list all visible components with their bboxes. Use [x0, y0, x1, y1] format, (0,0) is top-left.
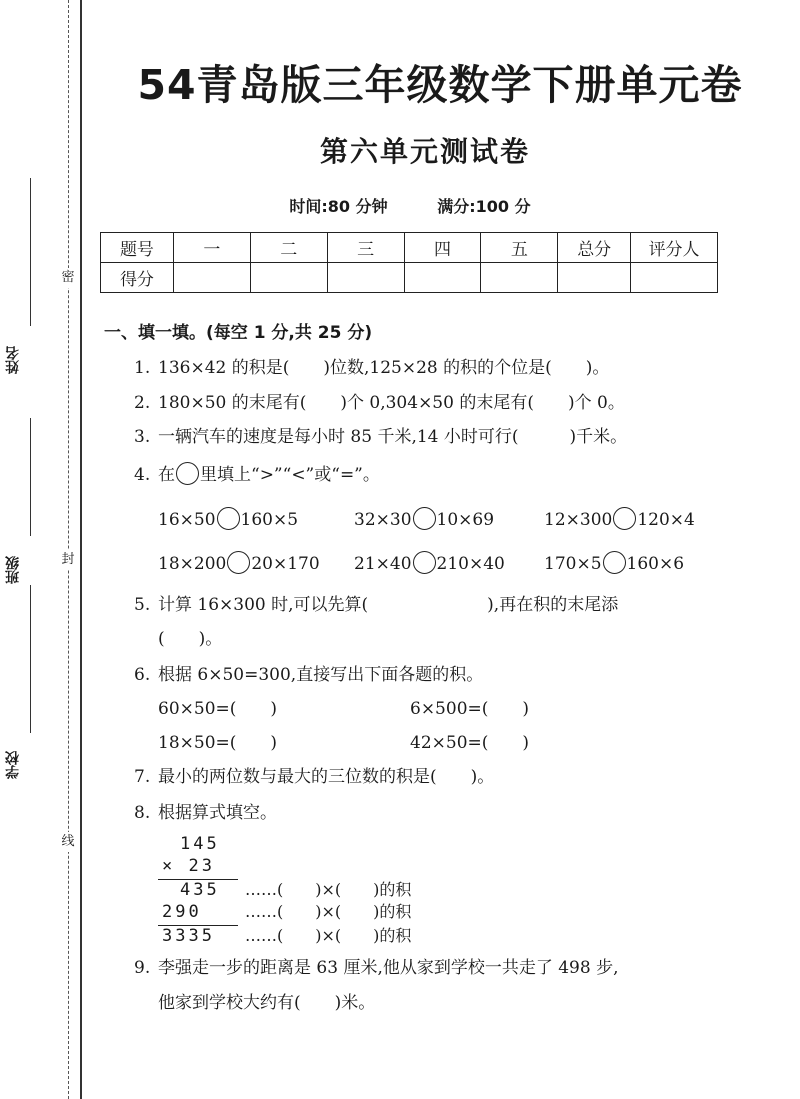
name-label: 姓名	[5, 346, 21, 374]
question-7	[134, 764, 494, 790]
name-write-line	[30, 178, 31, 326]
question-number: 4.	[134, 465, 151, 485]
answer-circle-icon[interactable]	[413, 551, 436, 574]
partial-note-2: ……( )×( )的积	[245, 902, 412, 921]
final-product: 3335	[162, 926, 215, 946]
question-number: 5.	[134, 595, 151, 615]
page-subtitle: 第六单元测试卷	[319, 135, 530, 168]
score-header-cell: 二	[250, 233, 327, 263]
product-item: 18×50=( )	[158, 733, 278, 753]
score-header-cell: 总分	[558, 233, 631, 263]
score-row-label: 得分	[101, 263, 174, 293]
compare-right: 120×4	[637, 510, 695, 530]
exam-full-score: 满分:100 分	[437, 197, 531, 216]
product-item: 6×500=( )	[410, 699, 530, 719]
score-cell[interactable]	[558, 263, 631, 293]
compare-item	[158, 549, 320, 579]
question-6	[134, 662, 483, 688]
question-text: 根据算式填空。	[158, 803, 277, 823]
compare-left: 18×200	[158, 554, 227, 574]
question-3	[134, 424, 627, 450]
question-number: 9.	[134, 958, 151, 978]
question-number: 7.	[134, 767, 151, 787]
score-header-cell: 五	[481, 233, 558, 263]
score-header-cell: 一	[173, 233, 250, 263]
question-1	[134, 355, 609, 381]
question-9-line-2: 他家到学校大约有( )米。	[158, 993, 376, 1013]
compare-right: 10×69	[436, 510, 495, 530]
answer-circle-icon[interactable]	[613, 507, 636, 530]
question-text: 136×42 的积是( )位数,125×28 的积的个位是( )。	[158, 358, 610, 378]
compare-left: 12×300	[544, 510, 613, 530]
score-table-score-row	[101, 263, 718, 293]
score-table	[100, 232, 718, 293]
answer-circle-icon[interactable]	[603, 551, 626, 574]
question-5	[134, 592, 618, 618]
seal-char-mi: 密	[56, 268, 80, 288]
question-number: 1.	[134, 358, 151, 378]
school-label: 学校	[5, 751, 21, 779]
question-5-line-2: ( )。	[158, 629, 223, 649]
partial-note-3: ……( )×( )的积	[245, 926, 412, 945]
seal-char-xian: 线	[56, 832, 80, 852]
binding-strip	[0, 0, 95, 1099]
question-number: 3.	[134, 427, 151, 447]
score-cell[interactable]	[404, 263, 481, 293]
exam-meta	[100, 194, 720, 217]
compare-left: 16×50	[158, 510, 216, 530]
compare-left: 21×40	[354, 554, 412, 574]
question-text: 最小的两位数与最大的三位数的积是( )。	[158, 767, 495, 787]
compare-right: 20×170	[251, 554, 320, 574]
compare-left: 32×30	[354, 510, 412, 530]
score-cell[interactable]	[327, 263, 404, 293]
partial-product-2: 290	[162, 902, 202, 922]
multiplier-row: × 23	[162, 856, 215, 876]
compare-left: 170×5	[544, 554, 602, 574]
score-header-cell: 三	[327, 233, 404, 263]
school-write-line	[30, 585, 31, 733]
question-text: 李强走一步的距离是 63 厘米,他从家到学校一共走了 498 步,	[158, 958, 619, 978]
partial-product-1: 435	[180, 880, 220, 900]
score-header-cell: 评分人	[631, 233, 718, 263]
compare-right: 160×6	[626, 554, 685, 574]
binding-solid-line	[80, 0, 82, 1099]
class-label: 班级	[5, 556, 21, 584]
question-text: 一辆汽车的速度是每小时 85 千米,14 小时可行( )千米。	[158, 427, 628, 447]
score-cell[interactable]	[631, 263, 718, 293]
score-table-header-row	[101, 233, 718, 263]
seal-char-feng: 封	[56, 550, 80, 570]
question-9	[134, 955, 619, 981]
exam-time: 时间:80 分钟	[289, 197, 388, 216]
question-text: 计算 16×300 时,可以先算( ),再在积的末尾添	[158, 595, 619, 615]
question-text: 根据 6×50=300,直接写出下面各题的积。	[158, 665, 484, 685]
question-number: 2.	[134, 393, 151, 413]
compare-right: 160×5	[240, 510, 299, 530]
partial-note-1: ……( )×( )的积	[245, 880, 412, 899]
compare-item	[158, 505, 298, 535]
question-text-before: 在	[158, 465, 175, 485]
score-cell[interactable]	[481, 263, 558, 293]
answer-circle-icon[interactable]	[227, 551, 250, 574]
answer-circle-icon	[176, 462, 199, 485]
score-header-cell: 题号	[101, 233, 174, 263]
section-title: 一、填一填。(每空 1 分,共 25 分)	[104, 323, 373, 343]
question-number: 8.	[134, 803, 151, 823]
question-number: 6.	[134, 665, 151, 685]
question-text-after: 里填上“>”“<”或“=”。	[200, 465, 380, 485]
compare-item	[354, 549, 505, 579]
compare-right: 210×40	[436, 554, 505, 574]
question-8	[134, 800, 277, 826]
question-2	[134, 390, 625, 416]
class-write-line	[30, 418, 31, 536]
score-header-cell: 四	[404, 233, 481, 263]
multiplicand: 145	[180, 834, 220, 854]
question-text: 180×50 的末尾有( )个 0,304×50 的末尾有( )个 0。	[158, 393, 625, 413]
compare-item	[544, 505, 695, 535]
page-title: 54青岛版三年级数学下册单元卷	[137, 61, 743, 109]
compare-item	[544, 549, 684, 579]
score-cell[interactable]	[250, 263, 327, 293]
question-4	[134, 462, 380, 488]
score-cell[interactable]	[173, 263, 250, 293]
product-item: 42×50=( )	[410, 733, 530, 753]
answer-circle-icon[interactable]	[413, 507, 436, 530]
compare-item	[354, 505, 494, 535]
product-item: 60×50=( )	[158, 699, 278, 719]
answer-circle-icon[interactable]	[217, 507, 240, 530]
